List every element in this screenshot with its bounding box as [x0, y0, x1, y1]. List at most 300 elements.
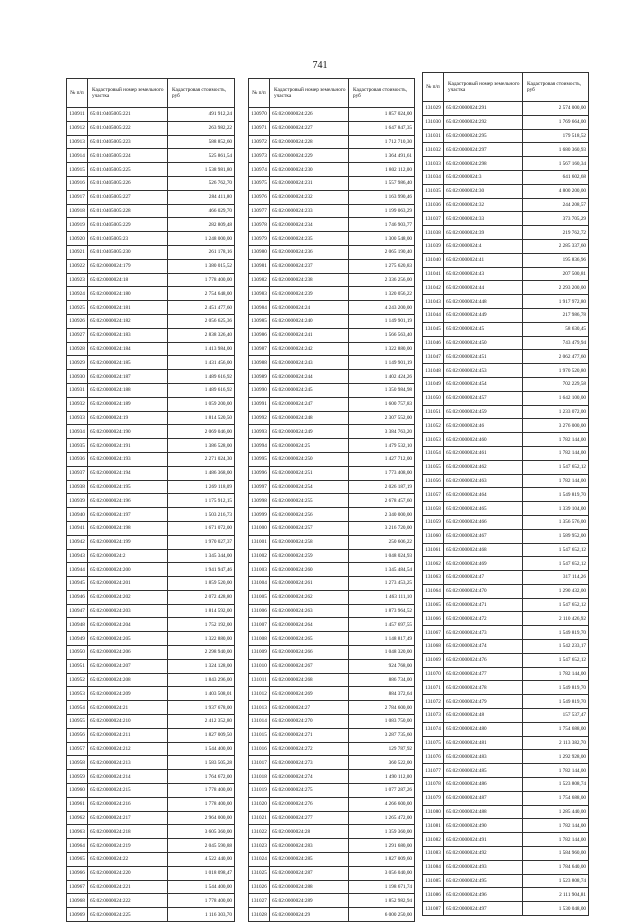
- cadastral-number: 65:02:0000024:238: [270, 273, 349, 287]
- row-number: 130932: [67, 397, 88, 411]
- table-row: [423, 805, 589, 819]
- table-row: [423, 778, 589, 792]
- header-cadastral-number: Кадастровый номер земельного участка: [88, 79, 168, 108]
- cadastral-number: 65:02:0000024:212: [88, 742, 168, 756]
- cadastral-number: 65:02:0000024:487: [444, 791, 523, 805]
- table-row: [423, 350, 589, 364]
- table-row: [67, 673, 235, 687]
- cadastral-value: 250 606,22: [349, 535, 415, 549]
- table-row: [249, 287, 415, 301]
- cadastral-number: 65:02:0000024:194: [88, 466, 168, 480]
- cadastral-number: 65:02:0000024:195: [88, 480, 168, 494]
- table-row: [249, 646, 415, 660]
- cadastral-value: 1 275 620,83: [349, 259, 415, 273]
- row-number: 130973: [249, 149, 270, 163]
- row-number: 131084: [423, 860, 444, 874]
- table-row: [67, 425, 235, 439]
- cadastral-number: 65:02:0000024:221: [88, 880, 168, 894]
- row-number: 131026: [249, 880, 270, 894]
- cadastral-number: 65:02:0000024:269: [270, 687, 349, 701]
- row-number: 131055: [423, 460, 444, 474]
- table-row: [67, 232, 235, 246]
- table-row: [249, 521, 415, 535]
- table-row: [423, 212, 589, 226]
- cadastral-value: 1 873 964,52: [349, 604, 415, 618]
- row-number: 130989: [249, 370, 270, 384]
- row-number: 131077: [423, 764, 444, 778]
- cadastral-number: 65:02:0000024:480: [444, 722, 523, 736]
- row-number: 130950: [67, 646, 88, 660]
- cadastral-number: 65:02:0000024:275: [270, 784, 349, 798]
- table-row: [423, 764, 589, 778]
- row-number: 131083: [423, 847, 444, 861]
- cadastral-value: 1 549 819,70: [523, 626, 589, 640]
- cadastral-number: 65:02:0000024:43: [444, 267, 523, 281]
- cadastral-value: 1 778 400,00: [168, 784, 235, 798]
- row-number: 130949: [67, 632, 88, 646]
- cadastral-value: 1 413 984,00: [168, 342, 235, 356]
- cadastral-number: 65:02:0000024:287: [270, 866, 349, 880]
- cadastral-value: 1 827 009,50: [168, 728, 235, 742]
- cadastral-number: 65:02:0000024:18: [88, 273, 168, 287]
- table-row: [423, 129, 589, 143]
- cadastral-value: 2 026 187,19: [349, 480, 415, 494]
- table-row: [249, 687, 415, 701]
- row-number: 130956: [67, 728, 88, 742]
- cadastral-number: 65:02:0000024:24: [270, 301, 349, 315]
- row-number: 131051: [423, 405, 444, 419]
- cadastral-value: 261 178,16: [168, 245, 235, 259]
- cadastral-number: 65:02:0000024:242: [270, 342, 349, 356]
- cadastral-value: 2 574 000,00: [523, 102, 589, 116]
- row-number: 131072: [423, 695, 444, 709]
- cadastral-number: 65:02:0000024:470: [444, 584, 523, 598]
- cadastral-value: 1 937 678,00: [168, 701, 235, 715]
- cadastral-value: 1 523 808,74: [523, 778, 589, 792]
- cadastral-value: 1 077 287,26: [349, 784, 415, 798]
- table-row: [249, 742, 415, 756]
- cadastral-value: 2 451 477,60: [168, 301, 235, 315]
- row-number: 130964: [67, 839, 88, 853]
- table-row: [423, 364, 589, 378]
- table-row: [423, 695, 589, 709]
- cadastral-number: 65:02:0000024:258: [270, 535, 349, 549]
- cadastral-value: 3 276 000,00: [523, 419, 589, 433]
- cadastral-value: 3 605 360,00: [168, 825, 235, 839]
- row-number: 130939: [67, 494, 88, 508]
- cadastral-number: 65:02:0000024:220: [88, 866, 168, 880]
- table-row: [423, 722, 589, 736]
- cadastral-number: 65:02:0000024:229: [270, 149, 349, 163]
- cadastral-value: 1 116 303,70: [168, 908, 235, 922]
- header-number: № п/п: [423, 73, 444, 102]
- table-row: [423, 819, 589, 833]
- table-row: [67, 452, 235, 466]
- cadastral-number: 65:02:0000024:276: [270, 797, 349, 811]
- cadastral-table-middle: [248, 78, 415, 922]
- cadastral-value: 1 584 960,00: [523, 847, 589, 861]
- table-row: [249, 480, 415, 494]
- table-row: [249, 314, 415, 328]
- cadastral-value: 1 291 680,00: [349, 839, 415, 853]
- table-row: [249, 604, 415, 618]
- row-number: 130953: [67, 687, 88, 701]
- row-number: 130914: [67, 149, 88, 163]
- row-number: 131067: [423, 626, 444, 640]
- table-row: [249, 452, 415, 466]
- cadastral-number: 65:02:0000024:184: [88, 342, 168, 356]
- cadastral-value: 2 056 625,36: [168, 314, 235, 328]
- row-number: 131064: [423, 584, 444, 598]
- table-row: [423, 515, 589, 529]
- row-number: 131060: [423, 529, 444, 543]
- row-number: 131008: [249, 632, 270, 646]
- cadastral-value: 1 322 880,00: [349, 342, 415, 356]
- cadastral-value: 1 489 616,92: [168, 370, 235, 384]
- table-row: [67, 908, 235, 922]
- cadastral-number: 65:02:0000024:33: [444, 212, 523, 226]
- row-number: 131061: [423, 543, 444, 557]
- cadastral-number: 65:02:0000024:32: [444, 198, 523, 212]
- table-row: [67, 646, 235, 660]
- row-number: 131043: [423, 295, 444, 309]
- cadastral-value: 1 589 952,00: [523, 529, 589, 543]
- cadastral-number: 65:02:0000024:22: [88, 853, 168, 867]
- row-number: 131063: [423, 571, 444, 585]
- cadastral-value: 1 549 819,70: [523, 695, 589, 709]
- table-row: [423, 736, 589, 750]
- table-row: [249, 356, 415, 370]
- table-row: [67, 328, 235, 342]
- row-number: 131018: [249, 770, 270, 784]
- table-row: [249, 439, 415, 453]
- cadastral-number: 65:02:0000024:464: [444, 488, 523, 502]
- table-row: [249, 797, 415, 811]
- row-number: 131023: [249, 839, 270, 853]
- cadastral-number: 65:02:0000024:30: [444, 184, 523, 198]
- table-row: [67, 659, 235, 673]
- cadastral-value: 195 836,96: [523, 253, 589, 267]
- cadastral-number: 65:02:0000024:497: [444, 902, 523, 916]
- row-number: 131047: [423, 350, 444, 364]
- cadastral-number: 65:02:0000024:257: [270, 521, 349, 535]
- table-row: [249, 784, 415, 798]
- cadastral-number: 65:02:0000024:197: [88, 508, 168, 522]
- cadastral-number: 65:02:0000024:28: [270, 825, 349, 839]
- cadastral-value: 217 986,78: [523, 308, 589, 322]
- cadastral-number: 65:02:0000024:180: [88, 287, 168, 301]
- cadastral-number: 65:02:0000024:25: [270, 439, 349, 453]
- table-row: [423, 598, 589, 612]
- cadastral-value: 525 861,54: [168, 149, 235, 163]
- cadastral-value: 466 029,70: [168, 204, 235, 218]
- table-row: [249, 563, 415, 577]
- cadastral-number: 65:02:0000024:218: [88, 825, 168, 839]
- cadastral-value: 1 427 712,00: [349, 452, 415, 466]
- cadastral-value: 2 045 590,88: [168, 839, 235, 853]
- cadastral-number: 65:02:0000024:267: [270, 659, 349, 673]
- cadastral-value: 3 216 720,00: [349, 521, 415, 535]
- header-cadastral-value: Кадастровая стоимость, руб: [349, 79, 415, 108]
- cadastral-number: 65:02:0000024:216: [88, 797, 168, 811]
- cadastral-number: 65:02:0000024:491: [444, 833, 523, 847]
- cadastral-value: 1 198 671,74: [349, 880, 415, 894]
- cadastral-value: 1 544 400,00: [168, 880, 235, 894]
- cadastral-value: 207 500,81: [523, 267, 589, 281]
- cadastral-number: 65:02:0000024:244: [270, 370, 349, 384]
- table-row: [423, 433, 589, 447]
- cadastral-number: 65:02:0000024:473: [444, 626, 523, 640]
- table-row: [249, 163, 415, 177]
- row-number: 130999: [249, 508, 270, 522]
- row-number: 130979: [249, 232, 270, 246]
- table-row: [423, 681, 589, 695]
- row-number: 130929: [67, 356, 88, 370]
- table-row: [67, 797, 235, 811]
- row-number: 130983: [249, 287, 270, 301]
- row-number: 131000: [249, 521, 270, 535]
- cadastral-value: 1 843 296,00: [168, 673, 235, 687]
- cadastral-number: 65:02:0000024:292: [444, 115, 523, 129]
- row-number: 131001: [249, 535, 270, 549]
- row-number: 131011: [249, 673, 270, 687]
- cadastral-value: 886 734,00: [349, 673, 415, 687]
- cadastral-value: 1 403 508,01: [168, 687, 235, 701]
- cadastral-value: 1 199 063,29: [349, 204, 415, 218]
- cadastral-value: 924 768,00: [349, 659, 415, 673]
- row-number: 130984: [249, 301, 270, 315]
- cadastral-number: 65:02:0000024:268: [270, 673, 349, 687]
- cadastral-number: 65:02:0000024:474: [444, 640, 523, 654]
- cadastral-number: 65:02:0000024:207: [88, 659, 168, 673]
- table-row: [249, 770, 415, 784]
- row-number: 130992: [249, 411, 270, 425]
- row-number: 131048: [423, 364, 444, 378]
- table-row: [423, 502, 589, 516]
- row-number: 130941: [67, 521, 88, 535]
- table-row: [67, 839, 235, 853]
- table-row: [249, 508, 415, 522]
- row-number: 130981: [249, 259, 270, 273]
- cadastral-number: 65:02:0000024:226: [270, 108, 349, 122]
- cadastral-value: 1 852 982,94: [349, 894, 415, 908]
- cadastral-number: 65:02:0000024:481: [444, 736, 523, 750]
- row-number: 130961: [67, 797, 88, 811]
- table-row: [67, 742, 235, 756]
- table-row: [423, 571, 589, 585]
- cadastral-value: 2 072 428,80: [168, 590, 235, 604]
- row-number: 130913: [67, 135, 88, 149]
- cadastral-number: 65:02:0000024:188: [88, 383, 168, 397]
- row-number: 131012: [249, 687, 270, 701]
- cadastral-number: 65:02:0000024:39: [444, 226, 523, 240]
- table-row: [67, 701, 235, 715]
- cadastral-number: 65:01:0405005:230: [88, 245, 168, 259]
- header-cadastral-value: Кадастровая стоимость, руб: [168, 79, 235, 108]
- row-number: 131022: [249, 825, 270, 839]
- row-number: 131080: [423, 805, 444, 819]
- table-row: [249, 190, 415, 204]
- cadastral-value: 491 912,24: [168, 108, 235, 122]
- row-number: 130946: [67, 590, 88, 604]
- cadastral-number: 65:02:0000024:233: [270, 204, 349, 218]
- row-number: 131071: [423, 681, 444, 695]
- cadastral-number: 65:02:0000024:48: [444, 709, 523, 723]
- cadastral-value: 2 285 337,60: [523, 239, 589, 253]
- table-row: [423, 281, 589, 295]
- row-number: 130933: [67, 411, 88, 425]
- cadastral-number: 65:02:0000024:493: [444, 860, 523, 874]
- cadastral-number: 65:01:0405005:228: [88, 204, 168, 218]
- row-number: 130937: [67, 466, 88, 480]
- table-row: [67, 176, 235, 190]
- cadastral-value: 1 782 144,00: [523, 474, 589, 488]
- cadastral-value: 1 782 144,00: [523, 819, 589, 833]
- cadastral-value: 4 522 440,00: [168, 853, 235, 867]
- cadastral-number: 65:02:0000024:182: [88, 314, 168, 328]
- cadastral-value: 1 324 128,00: [168, 659, 235, 673]
- row-number: 130987: [249, 342, 270, 356]
- cadastral-value: 1 859 520,00: [168, 577, 235, 591]
- table-row: [249, 135, 415, 149]
- table-row: [249, 701, 415, 715]
- cadastral-value: 1 557 986,40: [349, 176, 415, 190]
- table-row: [67, 480, 235, 494]
- cadastral-value: 1 782 144,00: [523, 833, 589, 847]
- cadastral-value: 219 762,72: [523, 226, 589, 240]
- cadastral-number: 65:02:0000024:3: [444, 170, 523, 184]
- cadastral-number: 65:02:0000024:469: [444, 557, 523, 571]
- table-row: [249, 535, 415, 549]
- row-number: 130996: [249, 466, 270, 480]
- table-row: [249, 715, 415, 729]
- table-row: [67, 314, 235, 328]
- row-number: 130938: [67, 480, 88, 494]
- row-number: 130971: [249, 121, 270, 135]
- cadastral-number: 65:02:0000024:271: [270, 728, 349, 742]
- cadastral-number: 65:02:0000024:29: [270, 908, 349, 922]
- table-row: [67, 618, 235, 632]
- row-number: 130947: [67, 604, 88, 618]
- table-row: [67, 770, 235, 784]
- table-row: [67, 508, 235, 522]
- table-row: [423, 267, 589, 281]
- row-number: 130935: [67, 439, 88, 453]
- table-row: [67, 535, 235, 549]
- row-number: 131035: [423, 184, 444, 198]
- table-row: [67, 383, 235, 397]
- cadastral-number: 65:02:0000024:228: [270, 135, 349, 149]
- table-row: [67, 135, 235, 149]
- row-number: 131081: [423, 819, 444, 833]
- cadastral-number: 65:02:0000024:449: [444, 308, 523, 322]
- table-row: [249, 839, 415, 853]
- row-number: 130917: [67, 190, 88, 204]
- row-number: 130978: [249, 218, 270, 232]
- table-row: [67, 273, 235, 287]
- cadastral-value: 284 411,80: [168, 190, 235, 204]
- row-number: 131049: [423, 377, 444, 391]
- row-number: 131036: [423, 198, 444, 212]
- row-number: 130982: [249, 273, 270, 287]
- table-row: [249, 880, 415, 894]
- cadastral-value: 360 522,00: [349, 756, 415, 770]
- cadastral-number: 65:02:0000024:185: [88, 356, 168, 370]
- row-number: 130945: [67, 577, 88, 591]
- row-number: 131004: [249, 577, 270, 591]
- cadastral-value: 373 705,29: [523, 212, 589, 226]
- row-number: 130952: [67, 673, 88, 687]
- table-row: [249, 618, 415, 632]
- cadastral-value: 4 243 200,00: [349, 301, 415, 315]
- row-number: 131014: [249, 715, 270, 729]
- table-row: [67, 494, 235, 508]
- header-cadastral-number: Кадастровый номер земельного участка: [270, 79, 349, 108]
- cadastral-value: 1 970 520,80: [523, 364, 589, 378]
- cadastral-value: 2 069 046,00: [168, 425, 235, 439]
- cadastral-number: 65:02:0000024:214: [88, 770, 168, 784]
- cadastral-number: 65:02:0000024:235: [270, 232, 349, 246]
- table-row: [249, 273, 415, 287]
- cadastral-value: 1 265 472,00: [349, 811, 415, 825]
- cadastral-value: 1 752 192,00: [168, 618, 235, 632]
- cadastral-number: 65:02:0000024:255: [270, 494, 349, 508]
- table-row: [423, 888, 589, 902]
- cadastral-number: 65:02:0000024:254: [270, 480, 349, 494]
- row-number: 130931: [67, 383, 88, 397]
- cadastral-number: 65:02:0000024:274: [270, 770, 349, 784]
- table-row: [67, 439, 235, 453]
- row-number: 131086: [423, 888, 444, 902]
- row-number: 130921: [67, 245, 88, 259]
- row-number: 131038: [423, 226, 444, 240]
- row-number: 131005: [249, 590, 270, 604]
- cadastral-value: 1 784 640,00: [523, 860, 589, 874]
- cadastral-value: 1 339 104,00: [523, 502, 589, 516]
- cadastral-value: 1 754 688,00: [523, 722, 589, 736]
- table-row: [423, 460, 589, 474]
- cadastral-value: 1 917 972,80: [523, 295, 589, 309]
- row-number: 130944: [67, 563, 88, 577]
- table-row: [249, 811, 415, 825]
- cadastral-number: 65:02:0000024:466: [444, 515, 523, 529]
- cadastral-value: 1 290 432,00: [523, 584, 589, 598]
- cadastral-value: 179 518,52: [523, 129, 589, 143]
- table-row: [423, 529, 589, 543]
- row-number: 130934: [67, 425, 88, 439]
- cadastral-number: 65:02:0000024:209: [88, 687, 168, 701]
- cadastral-value: 1 754 688,00: [523, 791, 589, 805]
- cadastral-number: 65:02:0000024:264: [270, 618, 349, 632]
- cadastral-value: 1 782 144,00: [523, 446, 589, 460]
- cadastral-value: 1 583 505,28: [168, 756, 235, 770]
- row-number: 131075: [423, 736, 444, 750]
- cadastral-number: 65:02:0000024:21: [88, 701, 168, 715]
- cadastral-number: 65:02:0000024:2: [88, 549, 168, 563]
- cadastral-number: 65:02:0000024:183: [88, 328, 168, 342]
- cadastral-value: 1 542 233,17: [523, 640, 589, 654]
- table-row: [423, 653, 589, 667]
- cadastral-value: 2 678 457,60: [349, 494, 415, 508]
- cadastral-value: 526 762,70: [168, 176, 235, 190]
- row-number: 130988: [249, 356, 270, 370]
- row-number: 131017: [249, 756, 270, 770]
- table-row: [67, 397, 235, 411]
- cadastral-number: 65:02:0000024:189: [88, 397, 168, 411]
- cadastral-number: 65:02:0000024:471: [444, 598, 523, 612]
- cadastral-number: 65:02:0000024:478: [444, 681, 523, 695]
- cadastral-number: 65:02:0000024:461: [444, 446, 523, 460]
